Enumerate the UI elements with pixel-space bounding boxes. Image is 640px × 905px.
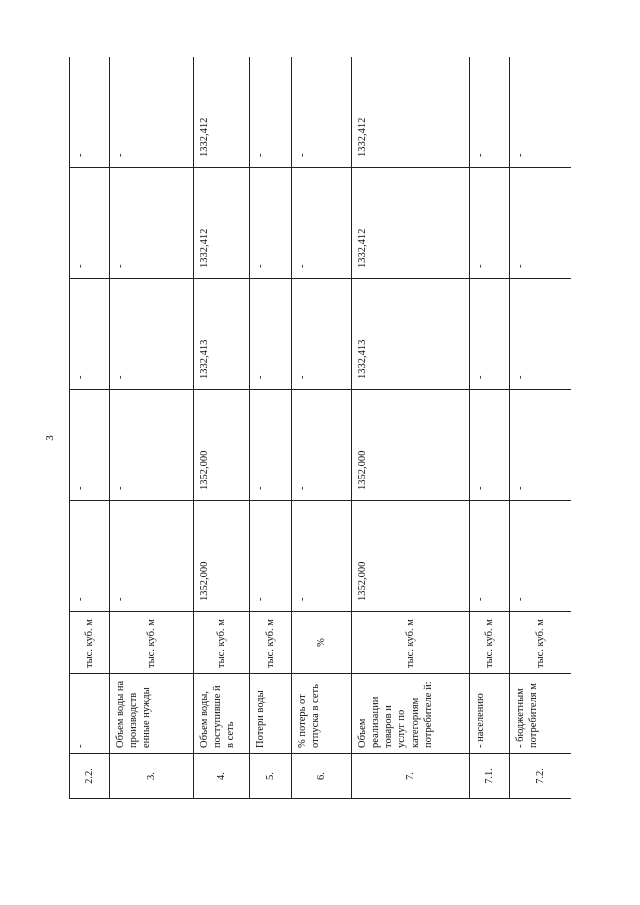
row-value: 1352,000 <box>194 390 250 501</box>
row-value: - <box>250 57 292 168</box>
row-value: - <box>510 57 572 168</box>
row-unit: тыс. куб. м <box>194 612 250 674</box>
data-table-container <box>69 57 571 799</box>
row-value: 1352,000 <box>194 501 250 612</box>
row-unit: тыс. куб. м <box>510 612 572 674</box>
row-name: - населению <box>470 674 510 754</box>
row-name: Объем воды, поступивше й в сеть <box>194 674 250 754</box>
row-value: 1332,412 <box>352 168 470 279</box>
row-value: - <box>470 390 510 501</box>
row-value: 1332,413 <box>352 279 470 390</box>
row-number: 5. <box>250 754 292 799</box>
row-value: - <box>250 168 292 279</box>
row-unit: % <box>292 612 352 674</box>
row-value: - <box>110 57 194 168</box>
table-row <box>250 57 292 799</box>
row-unit: тыс. куб. м <box>250 612 292 674</box>
row-name: Объем воды на производств енные нужды <box>110 674 194 754</box>
row-number: 7.1. <box>470 754 510 799</box>
row-number: 7. <box>352 754 470 799</box>
row-value: - <box>292 168 352 279</box>
row-value: - <box>510 390 572 501</box>
row-value: - <box>70 57 110 168</box>
row-number: 4. <box>194 754 250 799</box>
row-value: - <box>250 390 292 501</box>
row-value: - <box>292 279 352 390</box>
row-number: 3. <box>110 754 194 799</box>
table-row <box>194 57 250 799</box>
row-value: - <box>510 279 572 390</box>
row-number: 7.2. <box>510 754 572 799</box>
table-row <box>292 57 352 799</box>
row-unit: тыс. куб. м <box>70 612 110 674</box>
row-unit: тыс. куб. м <box>352 612 470 674</box>
row-name: % потерь от отпуска в сеть <box>292 674 352 754</box>
table-row <box>470 57 510 799</box>
row-value: - <box>470 279 510 390</box>
row-name: Объем реализации товаров и услуг по категориям потребителе й: <box>352 674 470 754</box>
row-unit: тыс. куб. м <box>470 612 510 674</box>
row-value: - <box>70 390 110 501</box>
row-name: - бюджетным потребителя м <box>510 674 572 754</box>
row-name: Потери воды <box>250 674 292 754</box>
row-value: - <box>292 57 352 168</box>
row-value: - <box>292 501 352 612</box>
row-value: 1332,412 <box>194 57 250 168</box>
row-value: - <box>470 57 510 168</box>
data-table <box>69 57 571 799</box>
table-row <box>352 57 470 799</box>
table-row <box>70 57 110 799</box>
row-value: 1352,000 <box>352 390 470 501</box>
row-name: - <box>70 674 110 754</box>
row-number: 2.2. <box>70 754 110 799</box>
row-value: 1352,000 <box>352 501 470 612</box>
row-value: - <box>70 501 110 612</box>
row-value: 1332,412 <box>194 168 250 279</box>
row-value: - <box>510 501 572 612</box>
row-unit: тыс. куб. м <box>110 612 194 674</box>
row-value: 1332,413 <box>194 279 250 390</box>
page-number: 3 <box>44 435 56 441</box>
table-row <box>110 57 194 799</box>
row-value: - <box>70 279 110 390</box>
row-value: - <box>250 279 292 390</box>
row-value: - <box>110 168 194 279</box>
row-value: - <box>110 501 194 612</box>
row-value: - <box>250 501 292 612</box>
row-value: - <box>70 168 110 279</box>
row-value: - <box>470 168 510 279</box>
row-value: - <box>110 279 194 390</box>
row-value: - <box>510 168 572 279</box>
row-number: 6. <box>292 754 352 799</box>
table-row <box>510 57 572 799</box>
row-value: 1332,412 <box>352 57 470 168</box>
row-value: - <box>110 390 194 501</box>
row-value: - <box>292 390 352 501</box>
row-value: - <box>470 501 510 612</box>
